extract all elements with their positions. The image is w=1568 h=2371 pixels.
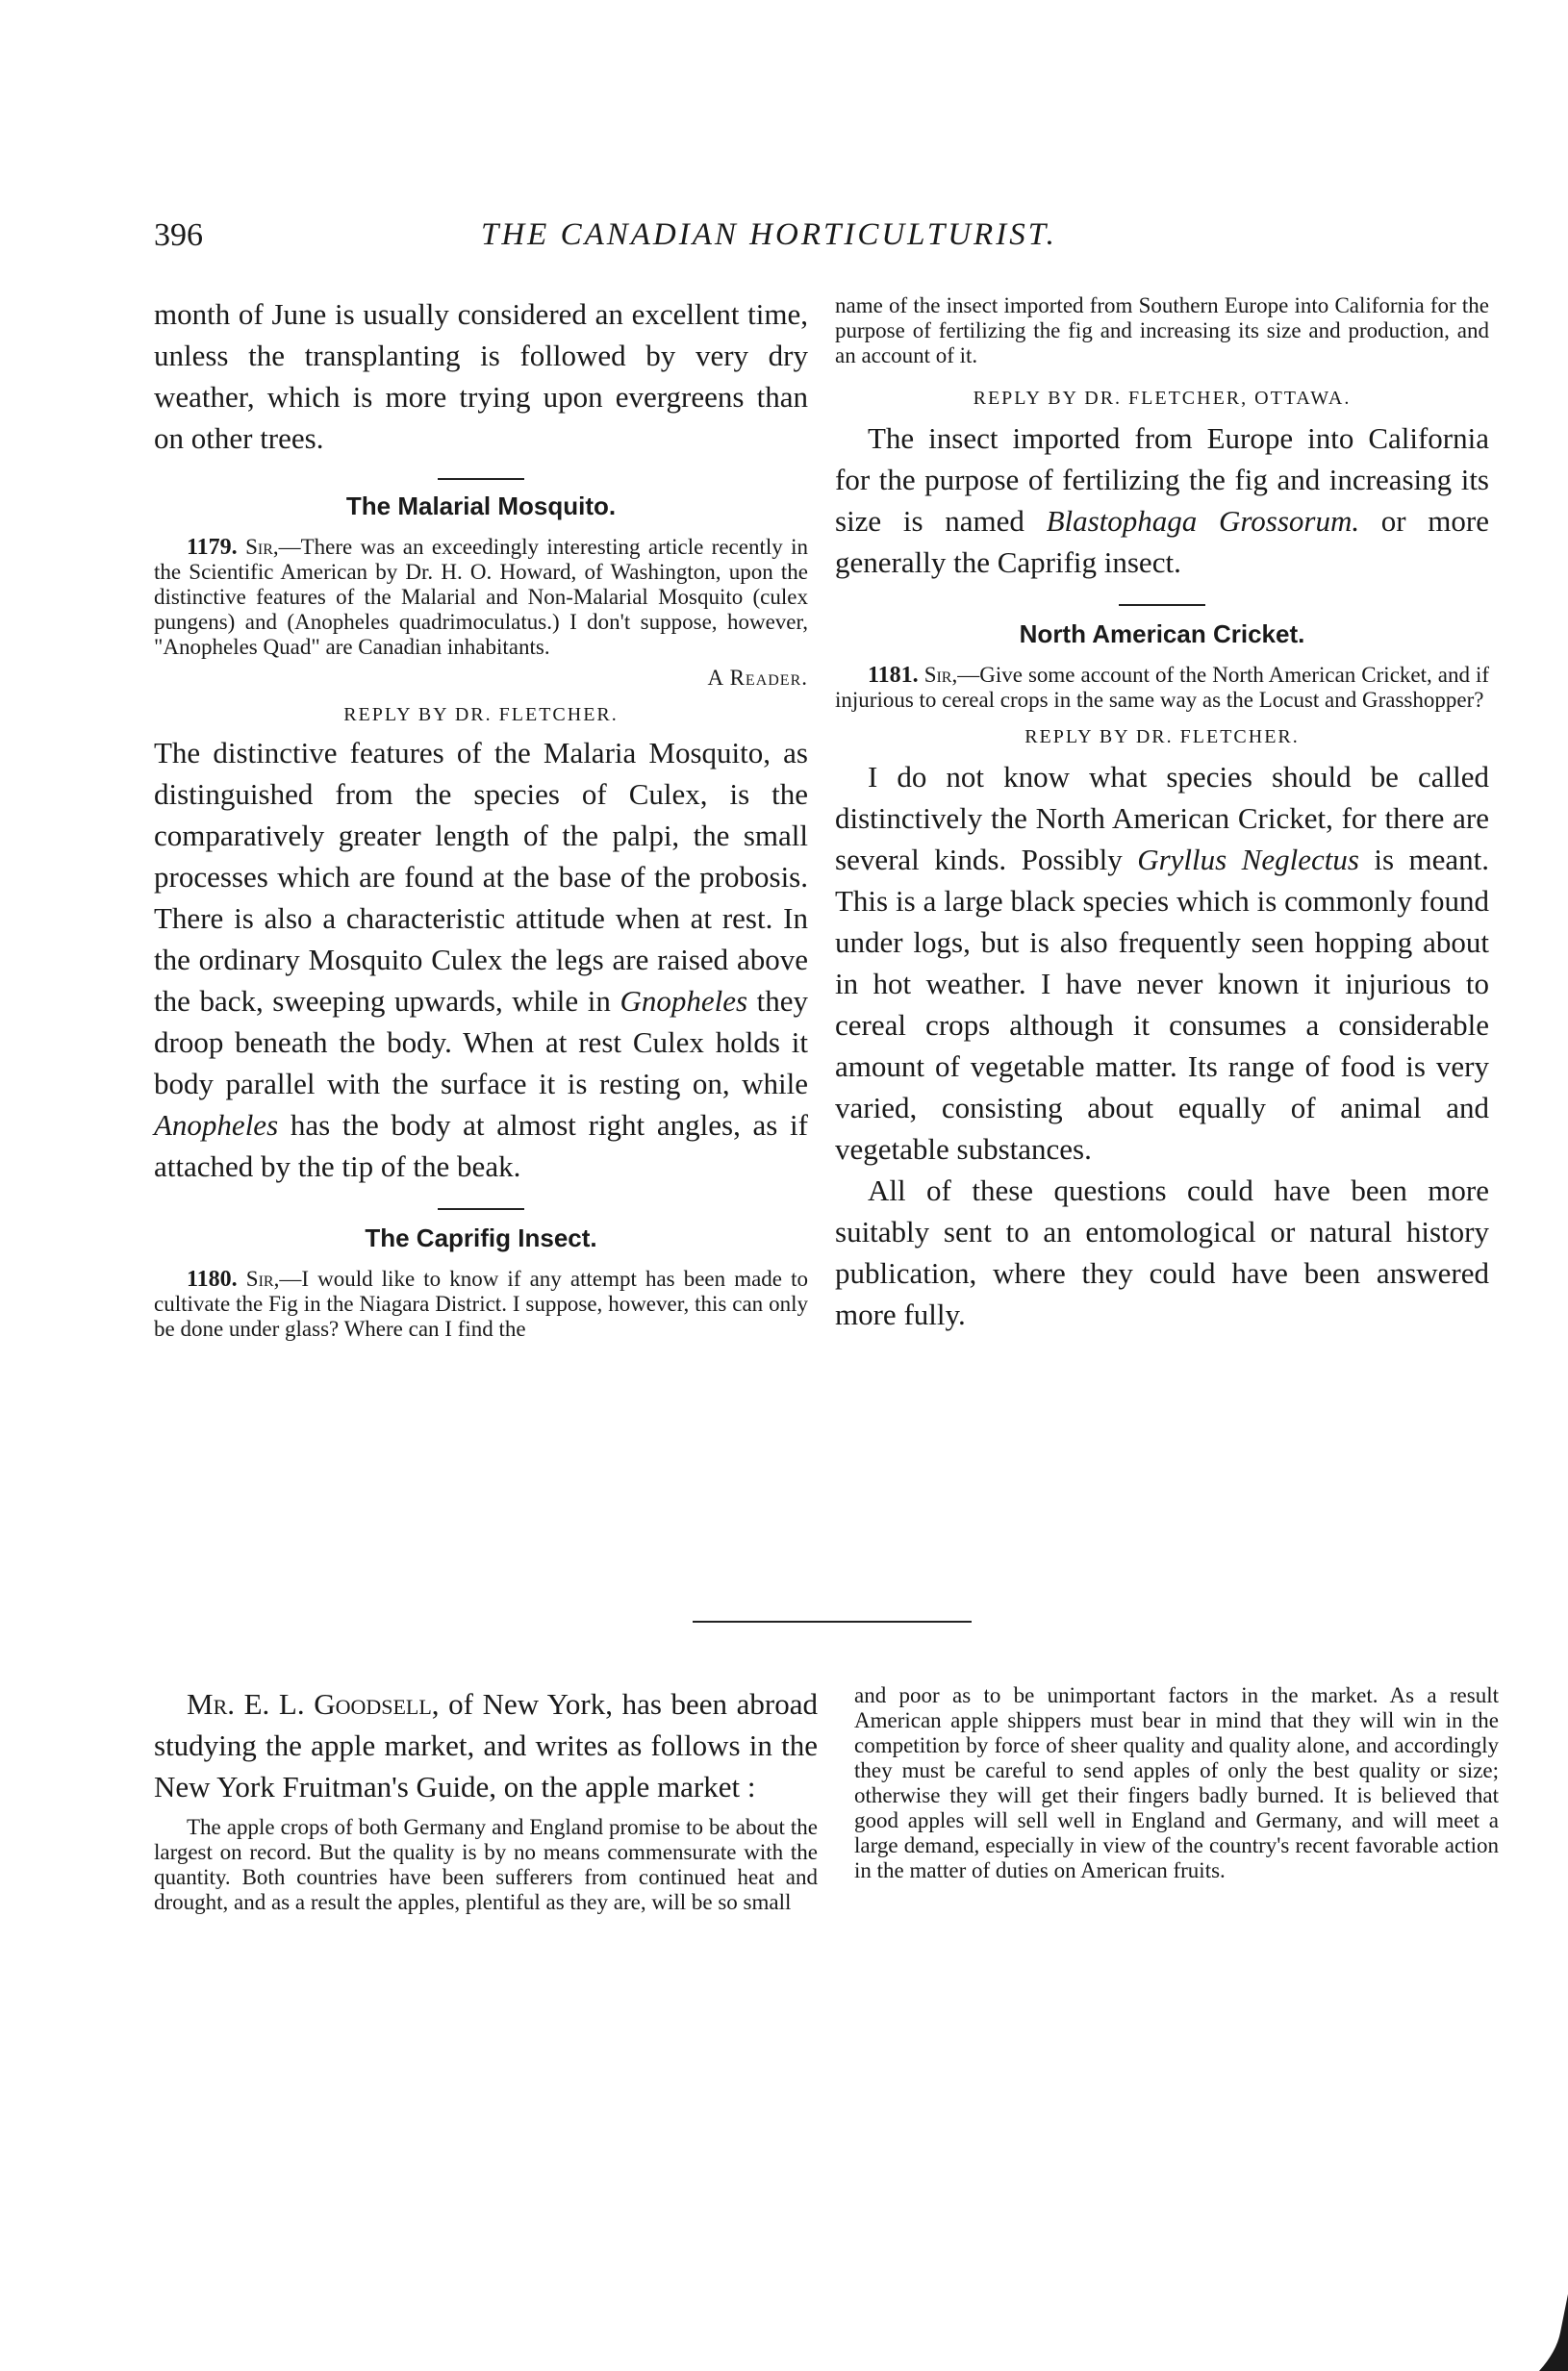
bottom-right-column — [854, 1683, 1499, 1883]
section-divider — [438, 1208, 524, 1210]
page-header — [154, 217, 1462, 265]
species-name: Anopheles — [154, 1108, 279, 1142]
author-name: Mr. E. L. Goodsell, — [187, 1687, 440, 1721]
page-number: 396 — [154, 217, 203, 253]
apple-market-intro — [154, 1683, 818, 1807]
answer-1180 — [835, 417, 1489, 583]
question-1181 — [835, 663, 1489, 713]
question-number: 1181. — [868, 663, 919, 688]
question-number: 1179. — [187, 535, 238, 560]
heading-caprifig-insect: The Caprifig Insect. — [365, 1223, 597, 1252]
bottom-left-column — [154, 1683, 818, 1915]
page-edge-mark — [1539, 2294, 1568, 2371]
signature: A Reader. — [707, 666, 808, 690]
question-1180 — [154, 1267, 808, 1342]
right-column — [835, 293, 1489, 1335]
heading-north-american-cricket: North American Cricket. — [1019, 619, 1305, 648]
running-title: THE CANADIAN HORTICULTURIST. — [481, 217, 1057, 252]
apple-market-quote-continued: and poor as to be unimportant factors in the market. As a result American apple shippers must bear in mind that they will win in the competition by force of sheer quality and quality alone, and accordingly they must be careful to send apples of only the best quality or size; otherwise they will get their fingers badly burned. It is believed that good apples will sell well in England and Germany, and will meet a large demand, especially in view of the country's recent favorable action in the matter of duties on American fruits. — [854, 1683, 1499, 1882]
species-name: Gryllus Neglectus — [1137, 843, 1359, 876]
salutation: Sir, — [923, 663, 958, 687]
answer-text: I do not know what species should be called distinctively the North American Cricket, for there are several kinds. Possibly — [835, 760, 1489, 876]
salutation: Sir, — [245, 1267, 280, 1291]
species-name: Blastophaga Grossorum. — [1046, 504, 1360, 538]
answer-1181 — [835, 756, 1489, 1170]
answer-text: The insect imported from Europe into California for the purpose of fertilizing the fig and increasing its size is named — [835, 421, 1489, 538]
salutation: Sir, — [245, 535, 279, 559]
question-text: —I would like to know if any attempt has been made to cultivate the Fig in the Niagara District. I suppose, however, this can only be done under glass? Where can I find the — [154, 1267, 808, 1341]
intro-text: of New York, has been abroad studying the apple market, and writes as follows in the New York Fruitman's Guide, on the apple market : — [154, 1687, 818, 1803]
reply-label: REPLY BY DR. FLETCHER. — [1024, 726, 1300, 747]
section-divider — [438, 478, 524, 480]
species-name: Gnopheles — [620, 984, 748, 1018]
answer-text: they droop beneath the body. When at rest Culex holds it body parallel with the surface it is resting on, while — [154, 984, 808, 1100]
question-text: —There was an exceedingly interesting article recently in the Scientific American by Dr. H. O. Howard, of Washington, upon the distinctive features of the Malarial and Non-Malarial Mosquito (culex pungens) and (Anopheles quadrimoculatus.) I don't suppose, however, "Anopheles Quad" are Canadian inhabitants. — [154, 535, 809, 659]
continuation-paragraph: name of the insect imported from Southern Europe into California for the purpose of fertilizing the fig and increasing its size and production, and an account of it. — [835, 293, 1489, 367]
question-number: 1180. — [187, 1267, 238, 1292]
heading-malarial-mosquito: The Malarial Mosquito. — [345, 492, 617, 520]
continuation-paragraph: month of June is usually considered an excellent time, unless the transplanting is followed by very dry weather, which is more trying upon evergreens than on other trees. — [154, 297, 808, 455]
question-1179 — [154, 535, 808, 660]
reply-label: REPLY BY DR. FLETCHER. — [343, 704, 619, 725]
apple-market-quote: The apple crops of both Germany and England promise to be about the largest on record. But the quality is by no means commensurate with the quantity. Both countries have been sufferers from continued heat and drought, and as a result the apples, plentiful as they are, will be so small — [154, 1815, 818, 1914]
question-text: —Give some account of the North American Cricket, and if injurious to cereal crops in the same way as the Locust and Grasshopper? — [835, 663, 1489, 712]
reply-label: REPLY BY DR. FLETCHER, OTTAWA. — [973, 388, 1352, 409]
left-column — [154, 293, 808, 1342]
closing-paragraph: All of these questions could have been more suitably sent to an entomological or natural history publication, where they could have been answered more fully. — [835, 1173, 1489, 1331]
answer-text: or more generally the Caprifig insect. — [835, 504, 1489, 579]
section-divider — [1119, 604, 1205, 606]
answer-text: is meant. This is a large black species which is commonly found under logs, but is also frequently seen hopping about in hot weather. I have never known it injurious to cereal crops although it consumes a considerable amount of vegetable matter. Its range of food is very varied, consisting about equally of animal and vegetable substances. — [835, 843, 1489, 1166]
answer-1179 — [154, 732, 808, 1187]
answer-text: The distinctive features of the Malaria Mosquito, as distinguished from the species of Culex, is the comparatively greater length of the palpi, the small processes which are found at the base of the probosis. There is also a characteristic attitude when at rest. In the ordinary Mosquito Culex the legs are raised above the back, sweeping upwards, while in — [154, 736, 808, 1018]
answer-text: has the body at almost right angles, as if attached by the tip of the beak. — [154, 1108, 808, 1183]
article-divider — [693, 1621, 972, 1623]
